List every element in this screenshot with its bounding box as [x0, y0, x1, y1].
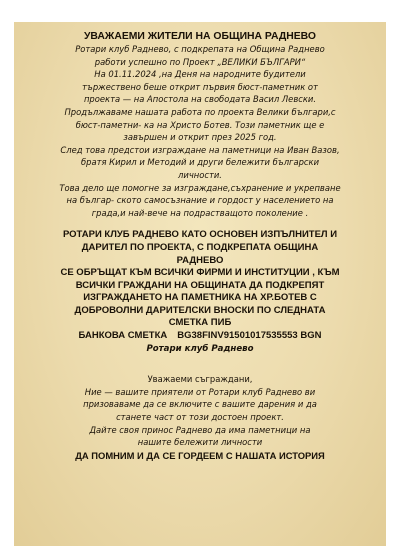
intro-line: града,и най-вече на подрастващото поколение .	[91, 207, 309, 218]
intro-line: на българ- ското самосъзнание и гордост у населението на	[66, 195, 334, 206]
bank-account-iban: BG38FINV91501017535553 BGN	[177, 330, 322, 342]
appeal-line: РАДНЕВО	[176, 254, 224, 266]
appeal-line: РОТАРИ КЛУБ РАДНЕВО КАТО ОСНОВЕН ИЗПЪЛНИТЕЛ И	[62, 229, 338, 241]
intro-line: личности.	[178, 169, 222, 180]
closing-paragraph	[26, 386, 374, 449]
intro-line: Това дело ще помогне за изграждане,съхранение и укрепване	[59, 182, 341, 193]
closing-line: Ние — вашите приятели от Ротари клуб Раднево ви	[84, 386, 316, 397]
poster-heading: УВАЖАЕМИ ЖИТЕЛИ НА ОБЩИНА РАДНЕВО	[83, 31, 317, 42]
poster-paper	[14, 22, 386, 546]
appeal-line: СМЕТКА ПИБ	[168, 317, 232, 329]
intro-line: проекта — на Апостола на свободата Васил Левски.	[83, 94, 317, 105]
appeal-organizer	[26, 229, 374, 267]
intro-line: завършен и открит през 2025 год.	[123, 132, 277, 143]
closing-motto: ДА ПОМНИМ И ДА СЕ ГОРДЕЕМ С НАШАТА ИСТОРИЯ	[75, 449, 325, 461]
appeal-line: ВСИЧКИ ГРАЖДАНИ НА ОБЩИНАТА ДА ПОДКРЕПЯТ	[75, 279, 325, 291]
closing-line: Дайте своя принос Раднево да има паметници на	[89, 424, 311, 435]
bank-account-label: БАНКОВА СМЕТКА	[78, 330, 168, 342]
closing-line: станете част от този достоен проект.	[116, 412, 284, 423]
closing-line: призоваваме да се включите с вашите дарения и да	[83, 399, 317, 410]
closing-line: нашите бележити личности	[137, 437, 263, 448]
intro-line: Ротари клуб Раднево, с подкрепата на Община Раднево	[75, 44, 325, 54]
intro-line: братя Кирил и Методий и други бележити български	[80, 157, 320, 168]
intro-line: На 01.11.2024 ,на Деня на народните будители	[94, 69, 306, 80]
appeal-line: ИЗГРАЖДАНЕТО НА ПАМЕТНИКА НА ХР.БОТЕВ С	[83, 292, 317, 304]
intro-paragraph	[26, 43, 374, 219]
intro-line: работи успешно по Проект „ВЕЛИКИ БЪЛГАРИ“	[94, 56, 306, 67]
appeal-line: СЕ ОБРЪЩАТ КЪМ ВСИЧКИ ФИРМИ И ИНСТИТУЦИИ , КЪМ	[60, 267, 340, 279]
bank-account	[26, 330, 374, 343]
closing-salutation: Уважаеми съграждани,	[147, 374, 253, 385]
intro-line: тържествено беше открит първия бюст-паметник от	[82, 81, 318, 92]
intro-line: Продължаваме нашата работа по проекта Велики българи,с	[64, 106, 336, 117]
intro-line: След това предстои изграждане на паметници на Иван Вазов,	[60, 144, 340, 155]
appeal-line: ДОБРОВОЛНИ ДАРИТЕЛСКИ ВНОСКИ ПО СЛЕДНАТА	[74, 304, 326, 316]
bank-account-holder: Ротари клуб Раднево	[146, 343, 254, 354]
intro-line: бюст-паметни- ка на Христо Ботев. Този паметник ще е	[75, 119, 325, 130]
appeal-line: ДАРИТЕЛ ПО ПРОЕКТА, С ПОДКРЕПАТА ОБЩИНА	[81, 241, 319, 253]
appeal-request	[26, 267, 374, 330]
